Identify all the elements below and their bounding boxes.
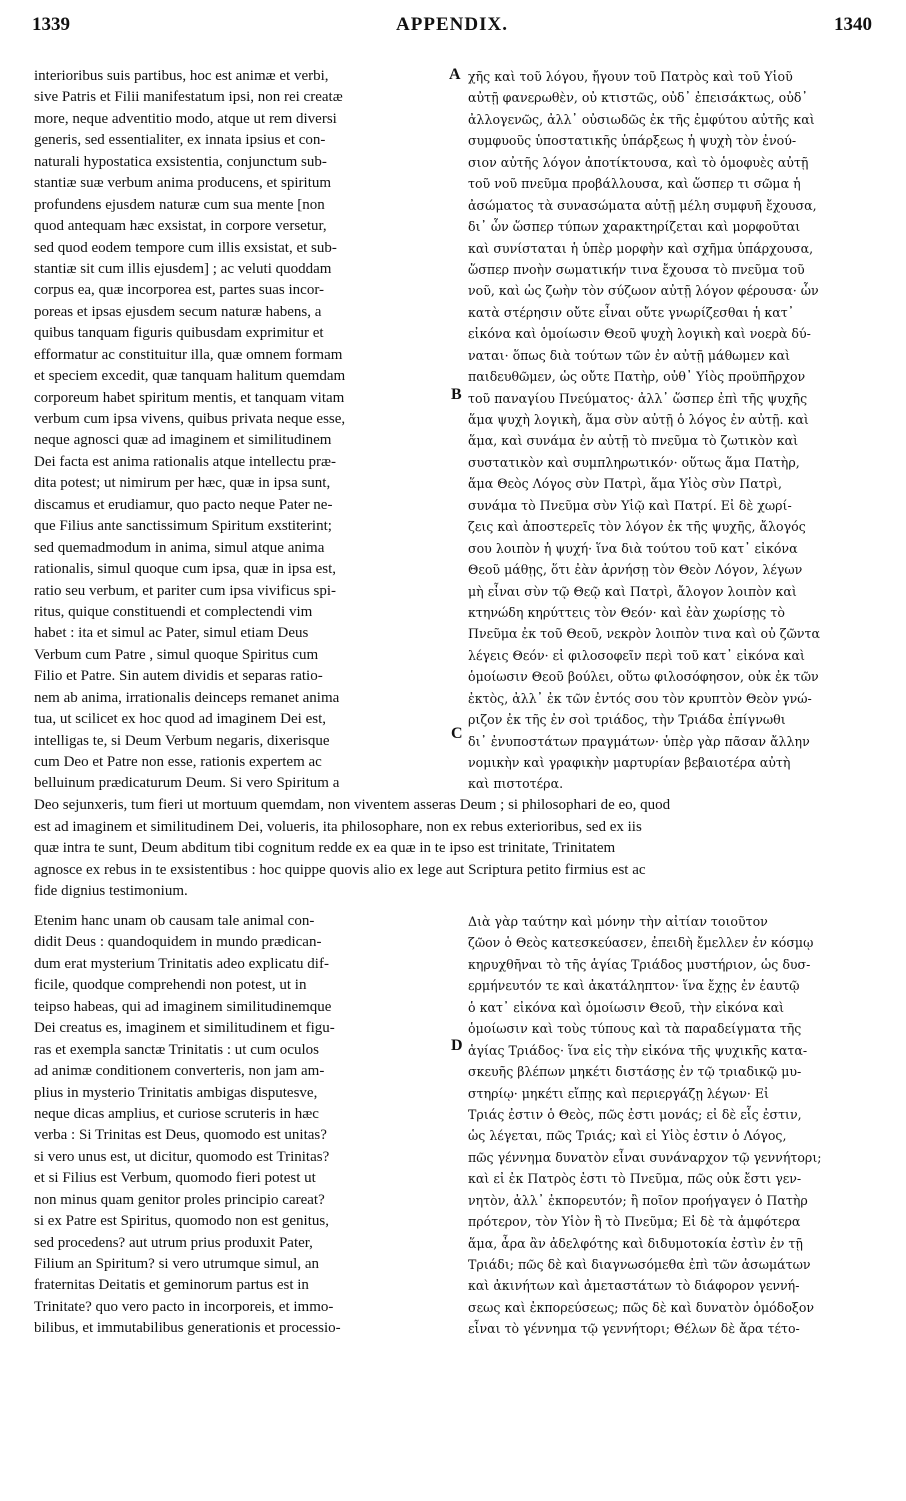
greek-text-line: σιον αὐτῆς λόγον ἀποτίκτουσα, καὶ τὸ ὁμοφυὲς αὐτῇ	[468, 154, 809, 170]
latin-text-line: Etenim hanc unam ob causam tale animal con-	[34, 913, 315, 929]
latin-text-line: quæ intra te sunt, Deum abditum tibi cognitum redde ex ea quæ in te ipso est trinitate, Trinitatem	[34, 840, 616, 856]
greek-text-line: ὡς λέγεται, πῶς Τριάς; καὶ εἰ Υἱὸς ἐστιν ὁ Λόγος,	[468, 1128, 787, 1144]
latin-text-line: ad animæ conditionem converteris, non jam am-	[34, 1063, 325, 1080]
latin-text-line: verbum cum ipsa vivens, quibus privata neque esse,	[34, 411, 346, 427]
latin-text-line: efformatur ac constituitur illa, quæ omnem formam	[34, 346, 343, 363]
latin-text-line: fraternitas Deitatis et geminorum partus est in	[34, 1277, 309, 1294]
greek-text-line: πῶς γέννημα δυνατὸν εἶναι συνάναρχον τῷ γεννήτορι;	[468, 1149, 822, 1165]
greek-text-line: Τριάς ἐστιν ὁ Θεὸς, πῶς ἐστι μονάς; εἰ δὲ εἷς ἐστιν,	[468, 1106, 802, 1122]
latin-text-line: et si Filius est Verbum, quomodo fieri potest ut	[34, 1170, 316, 1187]
greek-text-line: ἀλλογενῶς, ἀλλ᾽ οὐσιωδῶς ἐκ τῆς ἐμφύτου αὐτῆς καὶ	[468, 111, 815, 127]
greek-text-line: ἅμα, ἆρα ἂν ἀδελφότης καὶ διδυμοτοκία ἐστὶν ἐν τῇ	[468, 1235, 803, 1251]
latin-text-line: poreas et ipsas ejusdem secum naturæ habens, a	[34, 303, 322, 320]
latin-text-line: si ex Patre est Spiritus, quomodo non est genitus,	[34, 1213, 329, 1230]
latin-text-line: plius in mysterio Trinitatis ambigas disputesve,	[34, 1084, 318, 1101]
greek-text-line: καὶ ἀκινήτων καὶ ἀμεταστάτων τὸ διάφορον γεννή-	[468, 1278, 800, 1294]
latin-text-line: rationalis, simul quoque cum ipsa, quæ in ipsa est,	[34, 561, 337, 578]
greek-text-line: συνάμα τὸ Πνεῦμα σὺν Υἱῷ καὶ Πατρί. Εἰ δὲ χωρί-	[468, 497, 792, 513]
greek-text-line: ἅμα Θεὸς Λόγος σὺν Πατρὶ, ἅμα Υἱὸς σὺν Πατρὶ,	[468, 476, 783, 492]
latin-text-line: Filium an Spiritum? si vero utrumque simul, an	[34, 1256, 319, 1272]
greek-text-line: εἰκόνα καὶ ὁμοίωσιν Θεοῦ ψυχὴ λογικὴ καὶ νοερὰ δύ-	[468, 326, 811, 342]
latin-text-line: interioribus suis partibus, hoc est animæ et verbi,	[34, 68, 329, 84]
greek-text-line: δι᾽ ὧν ὥσπερ τύπων χαρακτηρίζεται καὶ μορφοῦται	[468, 219, 801, 235]
greek-text-line: σου λοιπὸν ἡ ψυχή· ἵνα διὰ τούτου τοῦ κατ᾽ εἰκόνα	[468, 540, 798, 556]
greek-text-line: δι᾽ ἐνυποστάτων πραγμάτων· ὑπὲρ γὰρ πᾶσαν ἄλλην	[468, 733, 810, 749]
page-number-right: 1340	[834, 14, 872, 35]
latin-text-line: non minus quam genitor proles principio careat?	[34, 1191, 325, 1208]
greek-text-line: Τριάδι; πῶς δὲ καὶ διαγνωσόμεθα ἐπὶ τῶν ἀσωμάτων	[468, 1257, 811, 1272]
greek-text-line: ζῶον ὁ Θεὸς κατεσκεύασεν, ἐπειδὴ ἔμελλεν ἐν κόσμῳ	[468, 935, 814, 951]
latin-text-line: stantiæ suæ verbum anima producens, et spiritum	[34, 175, 332, 192]
greek-text-line: κατὰ στέρησιν οὔτε εἶναι οὔτε γνωρίζεσθαι ἡ κατ᾽	[468, 304, 795, 320]
greek-text-line: πρότερον, τὸν Υἱὸν ἢ τὸ Πνεῦμα; Εἰ δὲ τὰ ἀμφότερα	[468, 1214, 801, 1230]
greek-text-line: Διὰ γὰρ ταύτην καὶ μόνην τὴν αἰτίαν τοιοῦτον	[468, 914, 768, 929]
latin-text-line: ritus, quique constituendi et complectendi vim	[34, 603, 313, 620]
greek-text-line: παιδευθῶμεν, ὡς οὔτε Πατὴρ, οὐθ᾽ Υἱὸς προϋπῆρχον	[468, 369, 806, 385]
latin-full-width-paragraph	[34, 795, 880, 903]
latin-text-line: Trinitate? quo vero pacto in incorporeis, et immo-	[34, 1298, 334, 1315]
latin-text-line: generis, sed essentialiter, ex innata ipsius et con-	[34, 132, 326, 149]
greek-text-line: κτηνώδη κηρύττεις τὸν Θεόν· καὶ ἐὰν χωρίσῃς τὸ	[468, 604, 785, 620]
greek-text-line: συστατικὸν καὶ συμπληρωτικόν· οὕτως ἅμα Πατὴρ,	[468, 454, 800, 470]
latin-text-line: belluinum prædicaturum Deum. Si vero Spiritum a	[34, 775, 340, 792]
section-marker-c: C	[451, 725, 463, 742]
latin-text-line: neque agnosci quæ ad imaginem et similitudinem	[34, 432, 332, 449]
greek-text-line: ὁμοίωσιν Θεοῦ βούλει, οὕτω φιλοσόφησον, οὐκ ἐκ τῶν	[468, 669, 819, 685]
greek-text-line: σεως καὶ ἐκπορεύσεως; πῶς δὲ καὶ δυνατὸν ὁμόδοξον	[468, 1299, 815, 1315]
page-header	[32, 14, 872, 44]
latin-text-line: cum Deo et Patre non esse, rationis expertem ac	[34, 754, 322, 770]
greek-text-line: νητὸν, ἀλλ᾽ ἐκπορευτόν; ἢ ποῖον προήγαγεν ὁ Πατὴρ	[468, 1192, 808, 1208]
greek-text-line: ὥσπερ πνοὴν σωματικήν τινα ἔχουσα τὸ πνεῦμα τοῦ	[468, 261, 805, 277]
latin-text-line: stantiæ sit cum illis ejusdem] ; ac veluti quoddam	[34, 260, 332, 277]
latin-text-line: Filio et Patre. Sin autem dividis et separas ratio-	[34, 668, 323, 685]
latin-text-line: Dei creatus es, imaginem et similitudinem et figu-	[34, 1020, 335, 1037]
latin-text-line: Verbum cum Patre , simul quoque Spiritus cum	[34, 646, 319, 663]
greek-column-bottom	[468, 911, 880, 1340]
latin-text-line: Dei facta est anima rationalis atque intellectu præ-	[34, 453, 336, 470]
latin-text-line: ficile, quodque comprehendi non potest, ut in	[34, 977, 307, 994]
latin-text-line: verba : Si Trinitas est Deus, quomodo est unitas?	[34, 1127, 327, 1144]
greek-text-line: εἶναι τὸ γέννημα τῷ γεννήτορι; Θέλων δὲ ἄρα τέτο-	[468, 1321, 800, 1337]
latin-text-line: sed procedens? aut utrum prius produxit Pater,	[34, 1234, 313, 1251]
greek-text-line: ερμήνευτόν τε καὶ ἀκατάληπτον· ἵνα ἔχῃς ἐν ἑαυτῷ	[468, 978, 800, 994]
running-title: APPENDIX.	[396, 14, 508, 35]
latin-text-line: dum erat mysterium Trinitatis adeo explicatu dif-	[34, 955, 329, 972]
greek-text-line: Πνεῦμα ἐκ τοῦ Θεοῦ, νεκρὸν λοιπὸν τινα καὶ οὐ ζῶντα	[468, 626, 821, 642]
latin-text-line: habet : ita et simul ac Pater, simul etiam Deus	[34, 625, 309, 642]
greek-text-line: τοῦ νοῦ πνεῦμα προβάλλουσα, καὶ ὥσπερ τι σῶμα ἡ	[468, 176, 801, 192]
latin-text-line: Deo sejunxeris, tum fieri ut mortuum quemdam, non viventem asseras Deum ; si philosophari de eo, quod	[34, 797, 671, 813]
greek-text-line: ὁ κατ᾽ εἰκόνα καὶ ὁμοίωσιν Θεοῦ, τὴν εἰκόνα καὶ	[468, 999, 785, 1015]
greek-text-line: σκευῆς βλέπων μηκέτι διστάσῃς ἐν τῷ τριαδικῷ μυ-	[468, 1064, 802, 1080]
greek-text-line: νοῦ, καὶ ὡς ζωὴν τὸν σύζωον αὐτῇ λόγον φέρουσα· ὧν	[468, 283, 819, 299]
latin-text-line: didit Deus : quandoquidem in mundo prædican-	[34, 934, 322, 951]
greek-text-line: στηρίῳ· μηκέτι εἴπῃς καὶ περιεργάζῃ λέγων· Εἰ	[468, 1085, 769, 1101]
latin-text-line: neque dicas amplius, et curiose scruteris in hæc	[34, 1105, 319, 1122]
page-number-left: 1339	[32, 14, 70, 35]
latin-text-line: more, neque adventitio modo, atque ut rem diversi	[34, 110, 337, 127]
greek-text-line: ναται· ὅπως διὰ τούτων τῶν ἐν αὐτῇ μάθωμεν καὶ	[468, 347, 791, 363]
greek-text-line: ριζον ἐκ τῆς ἐν σοὶ τριάδος, τὴν Τριάδα ἐπίγνωθι	[468, 712, 786, 728]
latin-text-line: quibus tanquam figuris quibusdam exprimitur et	[34, 325, 324, 342]
greek-text-line: ἁγίας Τριάδος· ἵνα εἰς τὴν εἰκόνα τῆς ψυχικῆς κατα-	[468, 1042, 808, 1058]
latin-text-line: quod antequam hæc exsistat, in corpore versetur,	[34, 218, 327, 235]
greek-text-line: ζεις καὶ ἀποστερεῖς τὸν λόγον ἐκ τῆς ψυχῆς, ἄλογός	[468, 519, 806, 535]
section-marker-a: A	[449, 66, 461, 83]
latin-text-line: teipso habeas, qui ad imaginem similitudinemque	[34, 998, 332, 1015]
latin-text-line: discamus et erudiamur, quo pacto neque Pater ne-	[34, 496, 333, 513]
greek-column-top	[468, 66, 880, 795]
latin-text-line: profundens ejusdem naturæ cum sua mente [non	[34, 196, 325, 213]
greek-text-line: μὴ εἶναι σὺν τῷ Θεῷ καὶ Πατρὶ, ἄλογον λοιπὸν καὶ	[468, 583, 797, 599]
latin-text-line: naturali hypostatica exsistentia, conjunctum sub-	[34, 153, 327, 170]
latin-text-line: fide dignius testimonium.	[34, 883, 188, 899]
latin-text-line: sed quemadmodum in anima, simul atque anima	[34, 539, 325, 556]
latin-column-top	[34, 66, 446, 795]
greek-text-line: ὁμοίωσιν καὶ τοὺς τύπους καὶ τὰ παραδείγματα τῆς	[468, 1021, 802, 1037]
greek-text-line: κηρυχθῆναι τὸ τῆς ἁγίας Τριάδος μυστήριον, ὡς δυσ-	[468, 956, 811, 972]
latin-text-line: sed quod eodem tempore cum illis exsistat, et sub-	[34, 239, 337, 256]
greek-text-line: νομικὴν καὶ γραφικὴν μαρτυρίαν βεβαιοτέρα αὐτὴ	[468, 755, 791, 770]
greek-text-line: λέγεις Θεόν· εἰ φιλοσοφεῖν περὶ τοῦ κατ᾽ εἰκόνα καὶ	[468, 647, 805, 663]
latin-text-line: est ad imaginem et similitudinem Dei, volueris, ita philosophare, non ex rebus exterioribus, sed ex iis	[34, 818, 642, 835]
greek-text-line: καὶ πιστοτέρα.	[468, 776, 564, 792]
latin-text-line: bilibus, et immutabilibus generationis et processio-	[34, 1320, 341, 1337]
greek-text-line: ἐκτὸς, ἀλλ᾽ ἐκ τῶν ἐντός σου τὸν κρυπτὸν Θεὸν γνώ-	[468, 690, 812, 706]
greek-text-line: καὶ εἰ ἐκ Πατρὸς ἐστι τὸ Πνεῦμα, πῶς οὐκ ἔστι γεν-	[468, 1171, 802, 1187]
greek-text-line: χῆς καὶ τοῦ λόγου, ἤγουν τοῦ Πατρὸς καὶ τοῦ Υἱοῦ	[468, 69, 793, 84]
latin-text-line: que Filius ante sanctissimum Spiritum exstiterint;	[34, 518, 332, 535]
section-marker-d: D	[451, 1037, 463, 1054]
greek-text-line: ἅμα, καὶ συνάμα ἐν αὐτῇ τὸ πνεῦμα τὸ ζωτικὸν καὶ	[468, 433, 799, 449]
latin-text-line: corporeum habet spiritum mentis, et tanquam vitam	[34, 389, 345, 406]
latin-text-line: tua, ut scilicet ex hoc quod ad imaginem Dei est,	[34, 711, 327, 728]
latin-text-line: corpus ea, quæ incorporea est, partes suas incor-	[34, 282, 325, 299]
latin-text-line: intelligas te, si Deum Verbum negaris, dixerisque	[34, 732, 330, 749]
latin-text-line: ratio seu verbum, et pariter cum ipsa vivificus spi-	[34, 582, 336, 599]
greek-text-line: αὐτῇ φανερωθὲν, οὐ κτιστῶς, οὐδ᾽ ἐπεισάκτως, οὐδ᾽	[468, 90, 808, 106]
greek-text-line: συμφυοῦς ὑποστατικῆς ὑπάρξεως ἡ ψυχὴ τὸν ἐνού-	[468, 133, 797, 149]
latin-text-line: sive Patris et Filii manifestatum ipsi, non rei creatæ	[34, 89, 343, 106]
latin-text-line: ras et exempla sanctæ Trinitatis : ut cum oculos	[34, 1041, 319, 1058]
latin-column-bottom	[34, 911, 446, 1340]
greek-text-line: ἅμα ψυχὴ λογικὴ, ἅμα σὺν αὐτῇ ὁ λόγος ἐν αὐτῇ. καὶ	[468, 412, 809, 427]
latin-text-line: dita potest; ut nimirum per hæc, quæ in ipsa sunt,	[34, 475, 331, 492]
latin-text-line: agnosce ex rebus in te exsistentibus : hoc quippe quovis alio ex lege aut Scriptura petito firmius est ac	[34, 861, 646, 878]
latin-text-line: nem ab anima, irrationalis deinceps remanet anima	[34, 689, 340, 706]
latin-text-line: et speciem excedit, quæ tanquam halitum quemdam	[34, 368, 346, 385]
greek-text-line: ἀσώματος τὰ συνασώματα αὐτῇ μέλη συμφυῆ ἔχουσα,	[468, 197, 817, 213]
greek-text-line: καὶ συνίσταται ἡ ὑπὲρ μορφὴν καὶ σχῆμα ὑπάρχουσα,	[468, 240, 814, 256]
section-marker-b: B	[451, 386, 462, 403]
greek-text-line: Θεοῦ μάθῃς, ὅτι ἐὰν ἀρνήσῃ τὸν Θεὸν Λόγον, λέγων	[468, 562, 803, 578]
greek-text-line: τοῦ παναγίου Πνεύματος· ἀλλ᾽ ὥσπερ ἐπὶ τῆς ψυχῆς	[468, 390, 808, 406]
latin-text-line: si vero unus est, ut dicitur, quomodo est Trinitas?	[34, 1148, 330, 1165]
